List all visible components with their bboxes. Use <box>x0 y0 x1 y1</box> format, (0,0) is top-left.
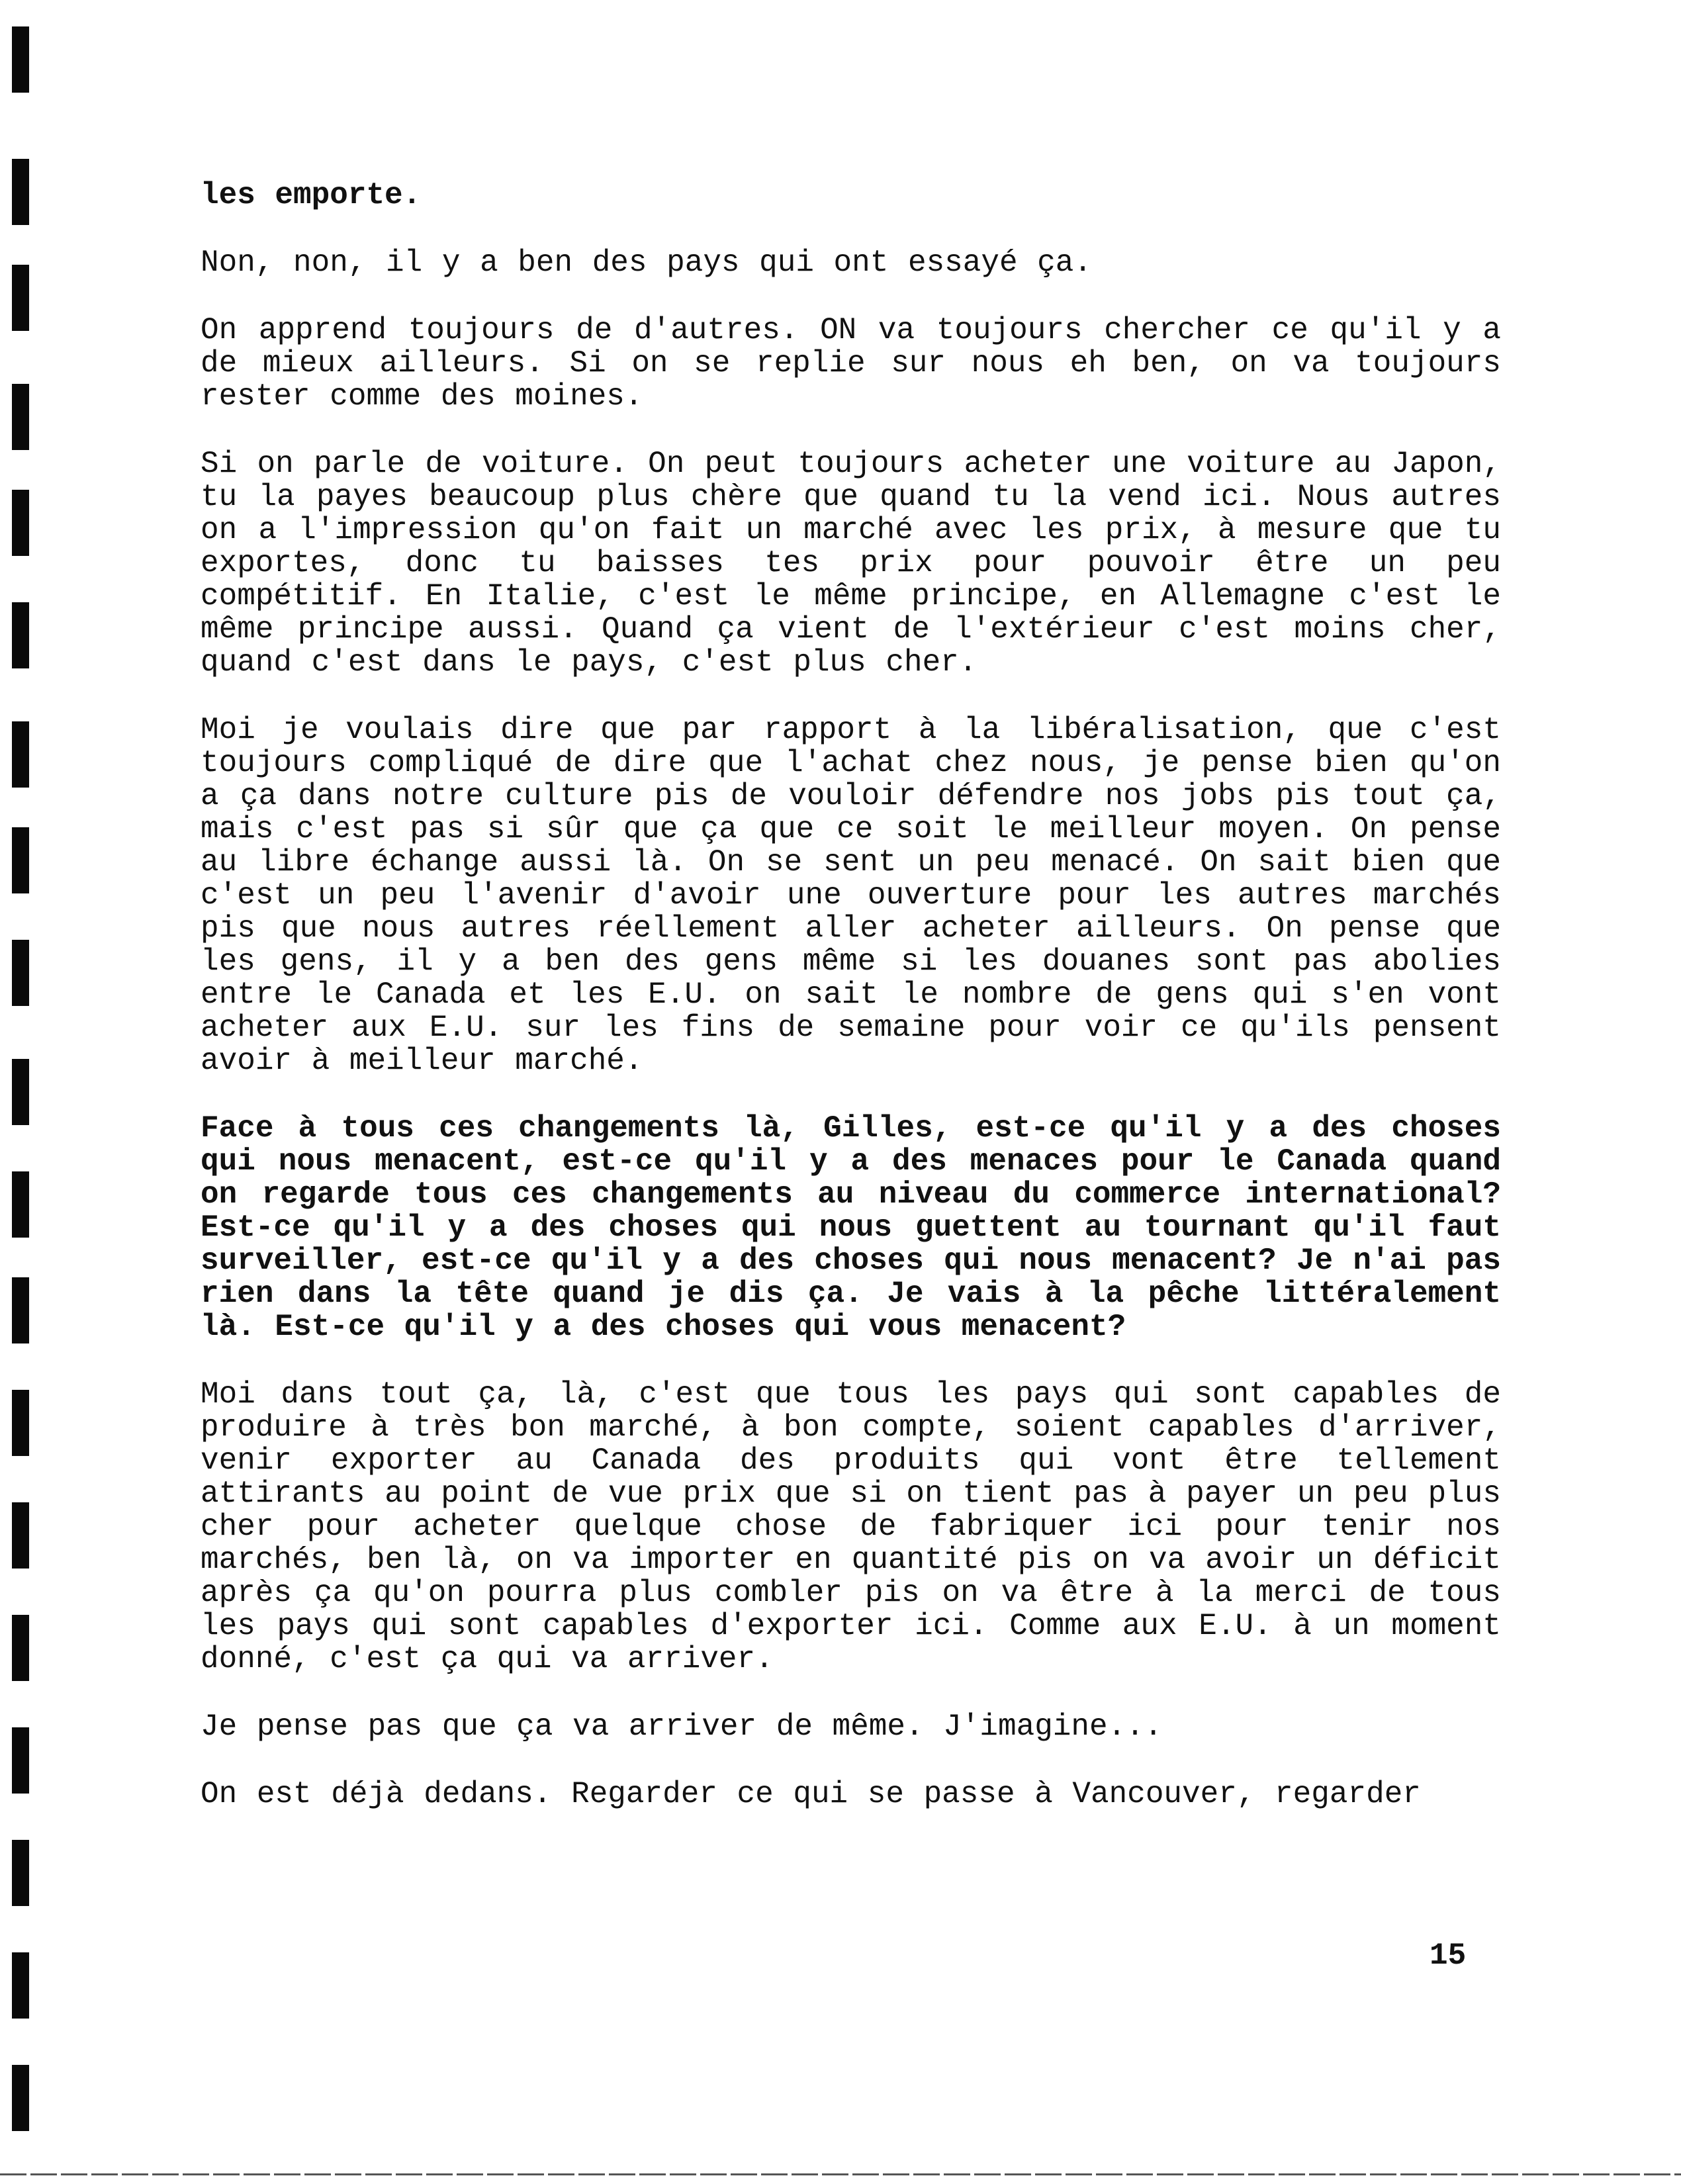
binder-mark <box>12 2065 29 2131</box>
binder-mark <box>12 384 29 450</box>
page-number: 15 <box>1430 1938 1467 1973</box>
transcript-body <box>201 179 1501 1845</box>
binder-hole-marks <box>12 0 32 2184</box>
transcript-paragraph: Moi je voulais dire que par rapport à la libéralisation, que c'est toujours compliqué de dire que l'achat chez nous, je pense bien qu'on a ça dans notre culture pis de vouloir défendre nos jobs pis tout ça, mais c'est pas si sûr que ça que ce soit le meilleur moyen. On pense au libre échange aussi là. On se sent un peu menacé. On sait bien que c'est un peu l'avenir d'avoir une ouverture pour les autres marchés pis que nous autres réellement aller acheter ailleurs. On pense que les gens, il y a ben des gens même si les douanes sont pas abolies entre le Canada et les E.U. on sait le nombre de gens qui s'en vont acheter aux E.U. sur les fins de semaine pour voir ce qu'ils pensent avoir à meilleur marché. <box>201 713 1501 1078</box>
binder-mark <box>12 1171 29 1238</box>
binder-mark <box>12 1390 29 1456</box>
transcript-paragraph: Je pense pas que ça va arriver de même. J'imagine... <box>201 1709 1163 1744</box>
binder-mark <box>12 1277 29 1343</box>
binder-mark <box>12 1727 29 1794</box>
binder-mark <box>12 490 29 556</box>
transcript-paragraph: On apprend toujours de d'autres. ON va toujours chercher ce qu'il y a de mieux ailleurs. Si on se replie sur nous eh ben, on va toujours rester comme des moines. <box>201 313 1501 414</box>
binder-mark <box>12 1059 29 1125</box>
binder-mark <box>12 1952 29 2019</box>
transcript-paragraph: les emporte. <box>201 178 422 212</box>
binder-mark <box>12 827 29 893</box>
interviewer-question: Face à tous ces changements là, Gilles, est-ce qu'il y a des choses qui nous menacent, est-ce qu'il y a des menaces pour le Canada quand on regarde tous ces changements au niveau du commerce international? Est-ce qu'il y a des choses qui nous guettent au tournant qu'il faut surveiller, est-ce qu'il y a des choses qui nous menacent? Je n'ai pas rien dans la tête quand je dis ça. Je vais à la pêche littéralement là. Est-ce qu'il y a des choses qui vous menacent? <box>201 1111 1501 1344</box>
transcript-paragraph: On est déjà dedans. Regarder ce qui se passe à Vancouver, regarder <box>201 1777 1421 1811</box>
binder-mark <box>12 602 29 668</box>
binder-mark <box>12 1502 29 1569</box>
binder-mark <box>12 265 29 331</box>
binder-mark <box>12 1615 29 1681</box>
binder-mark <box>12 159 29 225</box>
binder-mark <box>12 721 29 788</box>
page-bottom-rule <box>0 2173 1681 2175</box>
binder-mark <box>12 26 29 93</box>
transcript-paragraph: Moi dans tout ça, là, c'est que tous les pays qui sont capables de produire à très bon marché, à bon compte, soient capables d'arriver, venir exporter au Canada des produits qui vont être tellement attirants au point de vue prix que si on tient pas à payer un peu plus cher pour acheter quelque chose de fabriquer ici pour tenir nos marchés, ben là, on va importer en quantité pis on va avoir un déficit après ça qu'on pourra plus combler pis on va être à la merci de tous les pays qui sont capables d'exporter ici. Comme aux E.U. à un moment donné, c'est ça qui va arriver. <box>201 1377 1501 1676</box>
transcript-paragraph: Non, non, il y a ben des pays qui ont essayé ça. <box>201 246 1093 280</box>
transcript-paragraph: Si on parle de voiture. On peut toujours acheter une voiture au Japon, tu la payes beaucoup plus chère que quand tu la vend ici. Nous autres on a l'impression qu'on fait un marché avec les prix, à mesure que tu exportes, donc tu baisses tes prix pour pouvoir être un peu compétitif. En Italie, c'est le même principe, en Allemagne c'est le même principe aussi. Quand ça vient de l'extérieur c'est moins cher, quand c'est dans le pays, c'est plus cher. <box>201 447 1501 680</box>
binder-mark <box>12 1840 29 1906</box>
binder-mark <box>12 940 29 1006</box>
